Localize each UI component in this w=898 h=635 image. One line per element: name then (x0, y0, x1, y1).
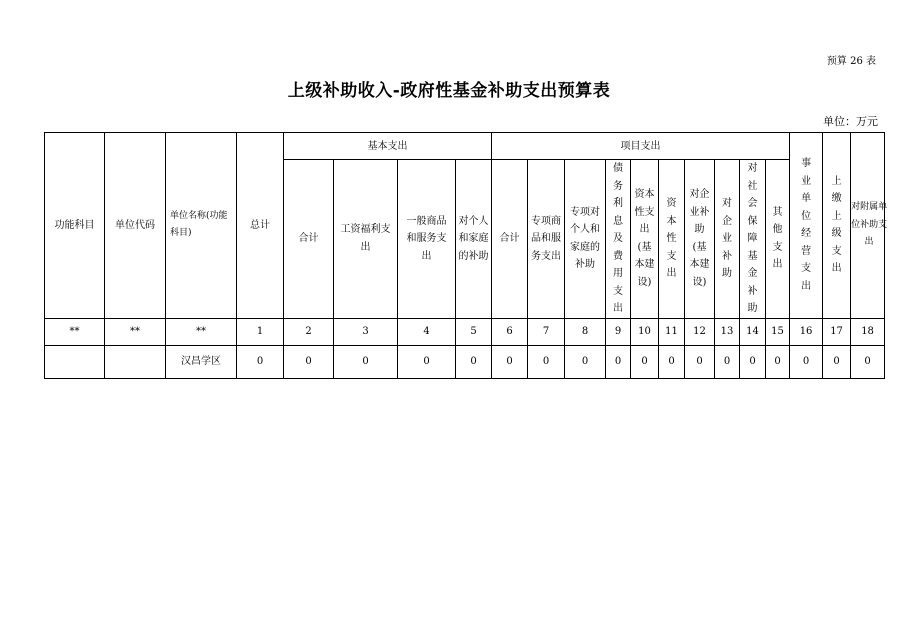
value-cell: 0 (606, 345, 631, 378)
column-number: 11 (659, 318, 685, 345)
header-debt-interest: 债务利息及费用支出 (606, 160, 631, 319)
value-cell: 0 (685, 345, 715, 378)
column-number: 13 (715, 318, 740, 345)
header-special-goods: 专项商品和服务支出 (528, 160, 565, 319)
column-number: 16 (790, 318, 823, 345)
unit-name-cell: 汉昌学区 (166, 345, 237, 378)
header-special-personal: 专项对个人和家庭的补助 (565, 160, 606, 319)
header-enterprise: 对企业补助 (715, 160, 740, 319)
column-number-row (45, 318, 885, 345)
header-goods: 一般商品和服务支出 (398, 160, 456, 319)
header-total: 总计 (237, 133, 284, 319)
table-number: 预算 26 表 (826, 56, 876, 67)
header-social-security: 对社会保障基金补助 (740, 160, 766, 319)
page-title: 上级补助收入-政府性基金补助支出预算表 (287, 81, 611, 101)
budget-table (44, 132, 888, 379)
column-number: 9 (606, 318, 631, 345)
value-cell: 0 (766, 345, 790, 378)
header-upper (823, 133, 851, 319)
value-cell: 0 (528, 345, 565, 378)
column-number: 3 (334, 318, 398, 345)
column-number: 7 (528, 318, 565, 345)
header-capital: 资本性支出 (659, 160, 685, 319)
value-cell: 0 (398, 345, 456, 378)
value-cell: 0 (334, 345, 398, 378)
column-number: 6 (492, 318, 528, 345)
unit-label: 单位：万元 (823, 115, 878, 128)
column-number: 12 (685, 318, 715, 345)
value-cell: 0 (631, 345, 659, 378)
header-enterprise-construction: 对企业补助(基本建设) (685, 160, 715, 319)
value-cell: 0 (237, 345, 284, 378)
value-cell: 0 (492, 345, 528, 378)
value-cell: 0 (823, 345, 851, 378)
column-number: 10 (631, 318, 659, 345)
value-cell: 0 (715, 345, 740, 378)
header-personal: 对个人和家庭的补助 (456, 160, 492, 319)
column-number: 4 (398, 318, 456, 345)
value-cell: 0 (790, 345, 823, 378)
column-number: 14 (740, 318, 766, 345)
column-number: ** (105, 318, 166, 345)
header-project: 项目支出 (492, 133, 790, 160)
column-number: ** (45, 318, 105, 345)
header-subsidiary (851, 133, 888, 319)
value-cell: 0 (659, 345, 685, 378)
header-business-text: 事业单位经营支出 (801, 158, 812, 292)
column-number: 17 (823, 318, 851, 345)
value-cell: 0 (284, 345, 334, 378)
column-number: 15 (766, 318, 790, 345)
header-upper-text: 上缴上级支出 (831, 175, 842, 275)
value-cell: 0 (565, 345, 606, 378)
header-business (790, 133, 823, 319)
header-other: 其他支出 (766, 160, 790, 319)
value-cell: 0 (740, 345, 766, 378)
column-number: ** (166, 318, 237, 345)
value-cell: 0 (851, 345, 885, 378)
header-unit-name: 单位名称(功能科目) (166, 133, 237, 319)
header-basic: 基本支出 (284, 133, 492, 160)
column-number: 1 (237, 318, 284, 345)
header-subsidiary-text: 对附属单位补助支出 (851, 202, 888, 247)
column-number: 5 (456, 318, 492, 345)
func-subject-cell (45, 345, 105, 378)
unit-code-cell (105, 345, 166, 378)
column-number: 18 (851, 318, 885, 345)
header-capital-construction: 资本性支出(基本建设) (631, 160, 659, 319)
header-basic-total: 合计 (284, 160, 334, 319)
header-salary: 工资福利支出 (334, 160, 398, 319)
table-row (45, 345, 885, 378)
column-number: 2 (284, 318, 334, 345)
header-project-total: 合计 (492, 160, 528, 319)
header-func-subject: 功能科目 (45, 133, 105, 319)
column-number: 8 (565, 318, 606, 345)
value-cell: 0 (456, 345, 492, 378)
header-unit-code: 单位代码 (105, 133, 166, 319)
